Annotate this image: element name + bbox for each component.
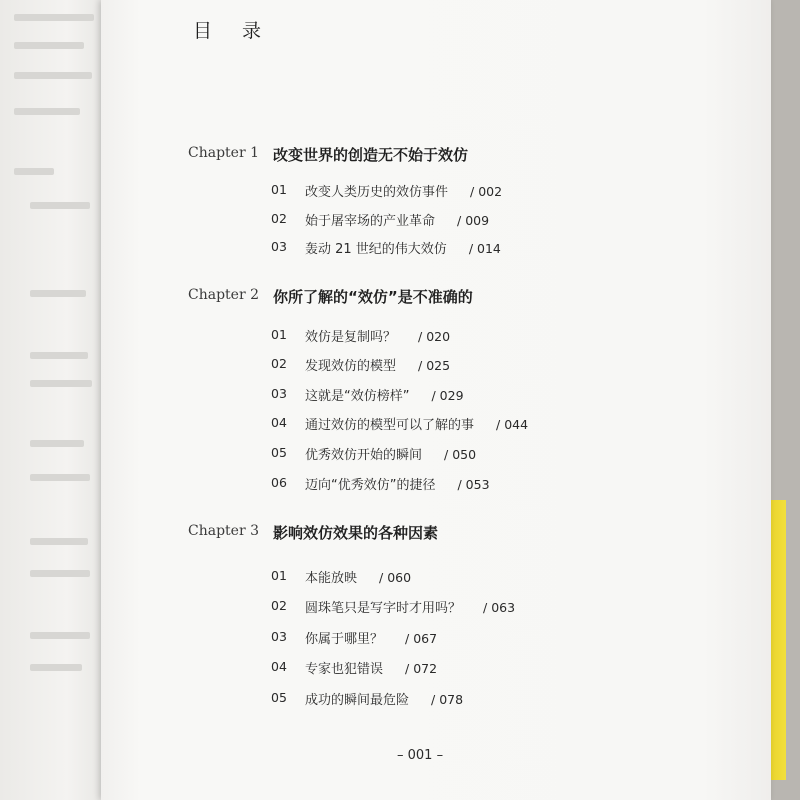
entry-title <box>305 444 476 463</box>
entry-number: 04 <box>271 659 287 674</box>
entry-number: 04 <box>271 415 287 430</box>
bleed-through-text <box>30 632 90 639</box>
toc-entry <box>101 413 771 435</box>
entry-title-text: 专家也犯错误 <box>305 662 384 677</box>
entry-page: / 060 <box>379 570 412 585</box>
facing-left-page <box>0 0 113 800</box>
entry-title <box>305 355 450 374</box>
bleed-through-text <box>30 290 86 297</box>
toc-entry <box>101 657 771 679</box>
toc-entry <box>101 473 771 495</box>
bleed-through-text <box>30 440 84 447</box>
toc-heading: 目 录 <box>193 20 274 42</box>
toc-entry <box>101 354 771 376</box>
toc-entry <box>101 237 771 259</box>
bleed-through-text <box>14 14 94 21</box>
entry-number: 03 <box>271 386 287 401</box>
chapter-label: Chapter 1 <box>188 145 259 161</box>
entry-number: 05 <box>271 690 287 705</box>
toc-entry <box>101 627 771 649</box>
entry-title <box>305 567 411 586</box>
toc-entry <box>101 443 771 465</box>
entry-title <box>305 385 464 404</box>
entry-title-text: 通过效仿的模型可以了解的事 <box>305 418 475 433</box>
entry-page: / 009 <box>457 213 490 228</box>
entry-title <box>305 238 501 257</box>
entry-title-text: 轰动 21 世纪的伟大效仿 <box>305 242 447 257</box>
entry-title <box>305 181 502 200</box>
toc-entry <box>101 384 771 406</box>
chapter-title: 你所了解的“效仿”是不准确的 <box>273 288 473 306</box>
entry-page: / 002 <box>470 184 503 199</box>
entry-number: 06 <box>271 475 287 490</box>
toc-entry <box>101 596 771 618</box>
entry-title-text: 这就是“效仿榜样” <box>305 389 410 404</box>
entry-number: 01 <box>271 568 287 583</box>
entry-title-text: 迈向“优秀效仿”的捷径 <box>305 478 436 493</box>
entry-page: / 053 <box>457 477 490 492</box>
entry-page: / 025 <box>418 358 451 373</box>
entry-page: / 044 <box>496 417 529 432</box>
entry-page: / 050 <box>444 447 477 462</box>
entry-title-text: 优秀效仿开始的瞬间 <box>305 448 423 463</box>
entry-page: / 020 <box>418 329 451 344</box>
entry-title <box>305 628 437 647</box>
bleed-through-text <box>30 352 88 359</box>
entry-number: 02 <box>271 598 287 613</box>
entry-title <box>305 210 489 229</box>
toc-entry <box>101 688 771 710</box>
bleed-through-text <box>14 42 84 49</box>
entry-title-text: 始于屠宰场的产业革命 <box>305 214 436 229</box>
toc-page <box>101 0 771 800</box>
toc-entry <box>101 566 771 588</box>
entry-title-text: 成功的瞬间最危险 <box>305 693 410 708</box>
entry-page: / 078 <box>431 692 464 707</box>
entry-title <box>305 597 515 616</box>
entry-title <box>305 689 463 708</box>
entry-title-text: 发现效仿的模型 <box>305 359 397 374</box>
entry-title-text: 圆珠笔只是写字时才用吗？ <box>305 601 462 616</box>
bleed-through-text <box>14 168 54 175</box>
page-number: – 001 – <box>397 748 444 763</box>
entry-page: / 029 <box>431 388 464 403</box>
entry-number: 02 <box>271 356 287 371</box>
entry-page: / 072 <box>405 661 438 676</box>
toc-entry <box>101 180 771 202</box>
entry-number: 03 <box>271 629 287 644</box>
chapter-label: Chapter 3 <box>188 523 259 539</box>
entry-number: 05 <box>271 445 287 460</box>
bleed-through-text <box>30 664 82 671</box>
toc-entry <box>101 209 771 231</box>
entry-number: 01 <box>271 182 287 197</box>
chapter-label: Chapter 2 <box>188 287 259 303</box>
bleed-through-text <box>30 202 90 209</box>
entry-title-text: 本能放映 <box>305 571 358 586</box>
entry-page: / 063 <box>483 600 516 615</box>
entry-title-text: 效仿是复制吗？ <box>305 330 397 345</box>
entry-page: / 014 <box>468 241 501 256</box>
entry-title <box>305 326 450 345</box>
bleed-through-text <box>14 108 80 115</box>
entry-number: 03 <box>271 239 287 254</box>
bleed-through-text <box>30 474 90 481</box>
chapter-2-heading <box>101 286 771 310</box>
entry-title-text: 改变人类历史的效仿事件 <box>305 185 449 200</box>
entry-title-text: 你属于哪里？ <box>305 632 384 647</box>
bleed-through-text <box>30 570 90 577</box>
bleed-through-text <box>30 538 88 545</box>
chapter-title: 改变世界的创造无不始于效仿 <box>273 146 469 164</box>
entry-title <box>305 474 490 493</box>
entry-title <box>305 658 437 677</box>
entry-page: / 067 <box>405 631 438 646</box>
entry-number: 02 <box>271 211 287 226</box>
chapter-3-heading <box>101 522 771 546</box>
chapter-title: 影响效仿效果的各种因素 <box>273 524 439 542</box>
toc-entry <box>101 325 771 347</box>
bleed-through-text <box>30 380 92 387</box>
chapter-1-heading <box>101 144 771 168</box>
entry-number: 01 <box>271 327 287 342</box>
entry-title <box>305 414 528 433</box>
bleed-through-text <box>14 72 92 79</box>
